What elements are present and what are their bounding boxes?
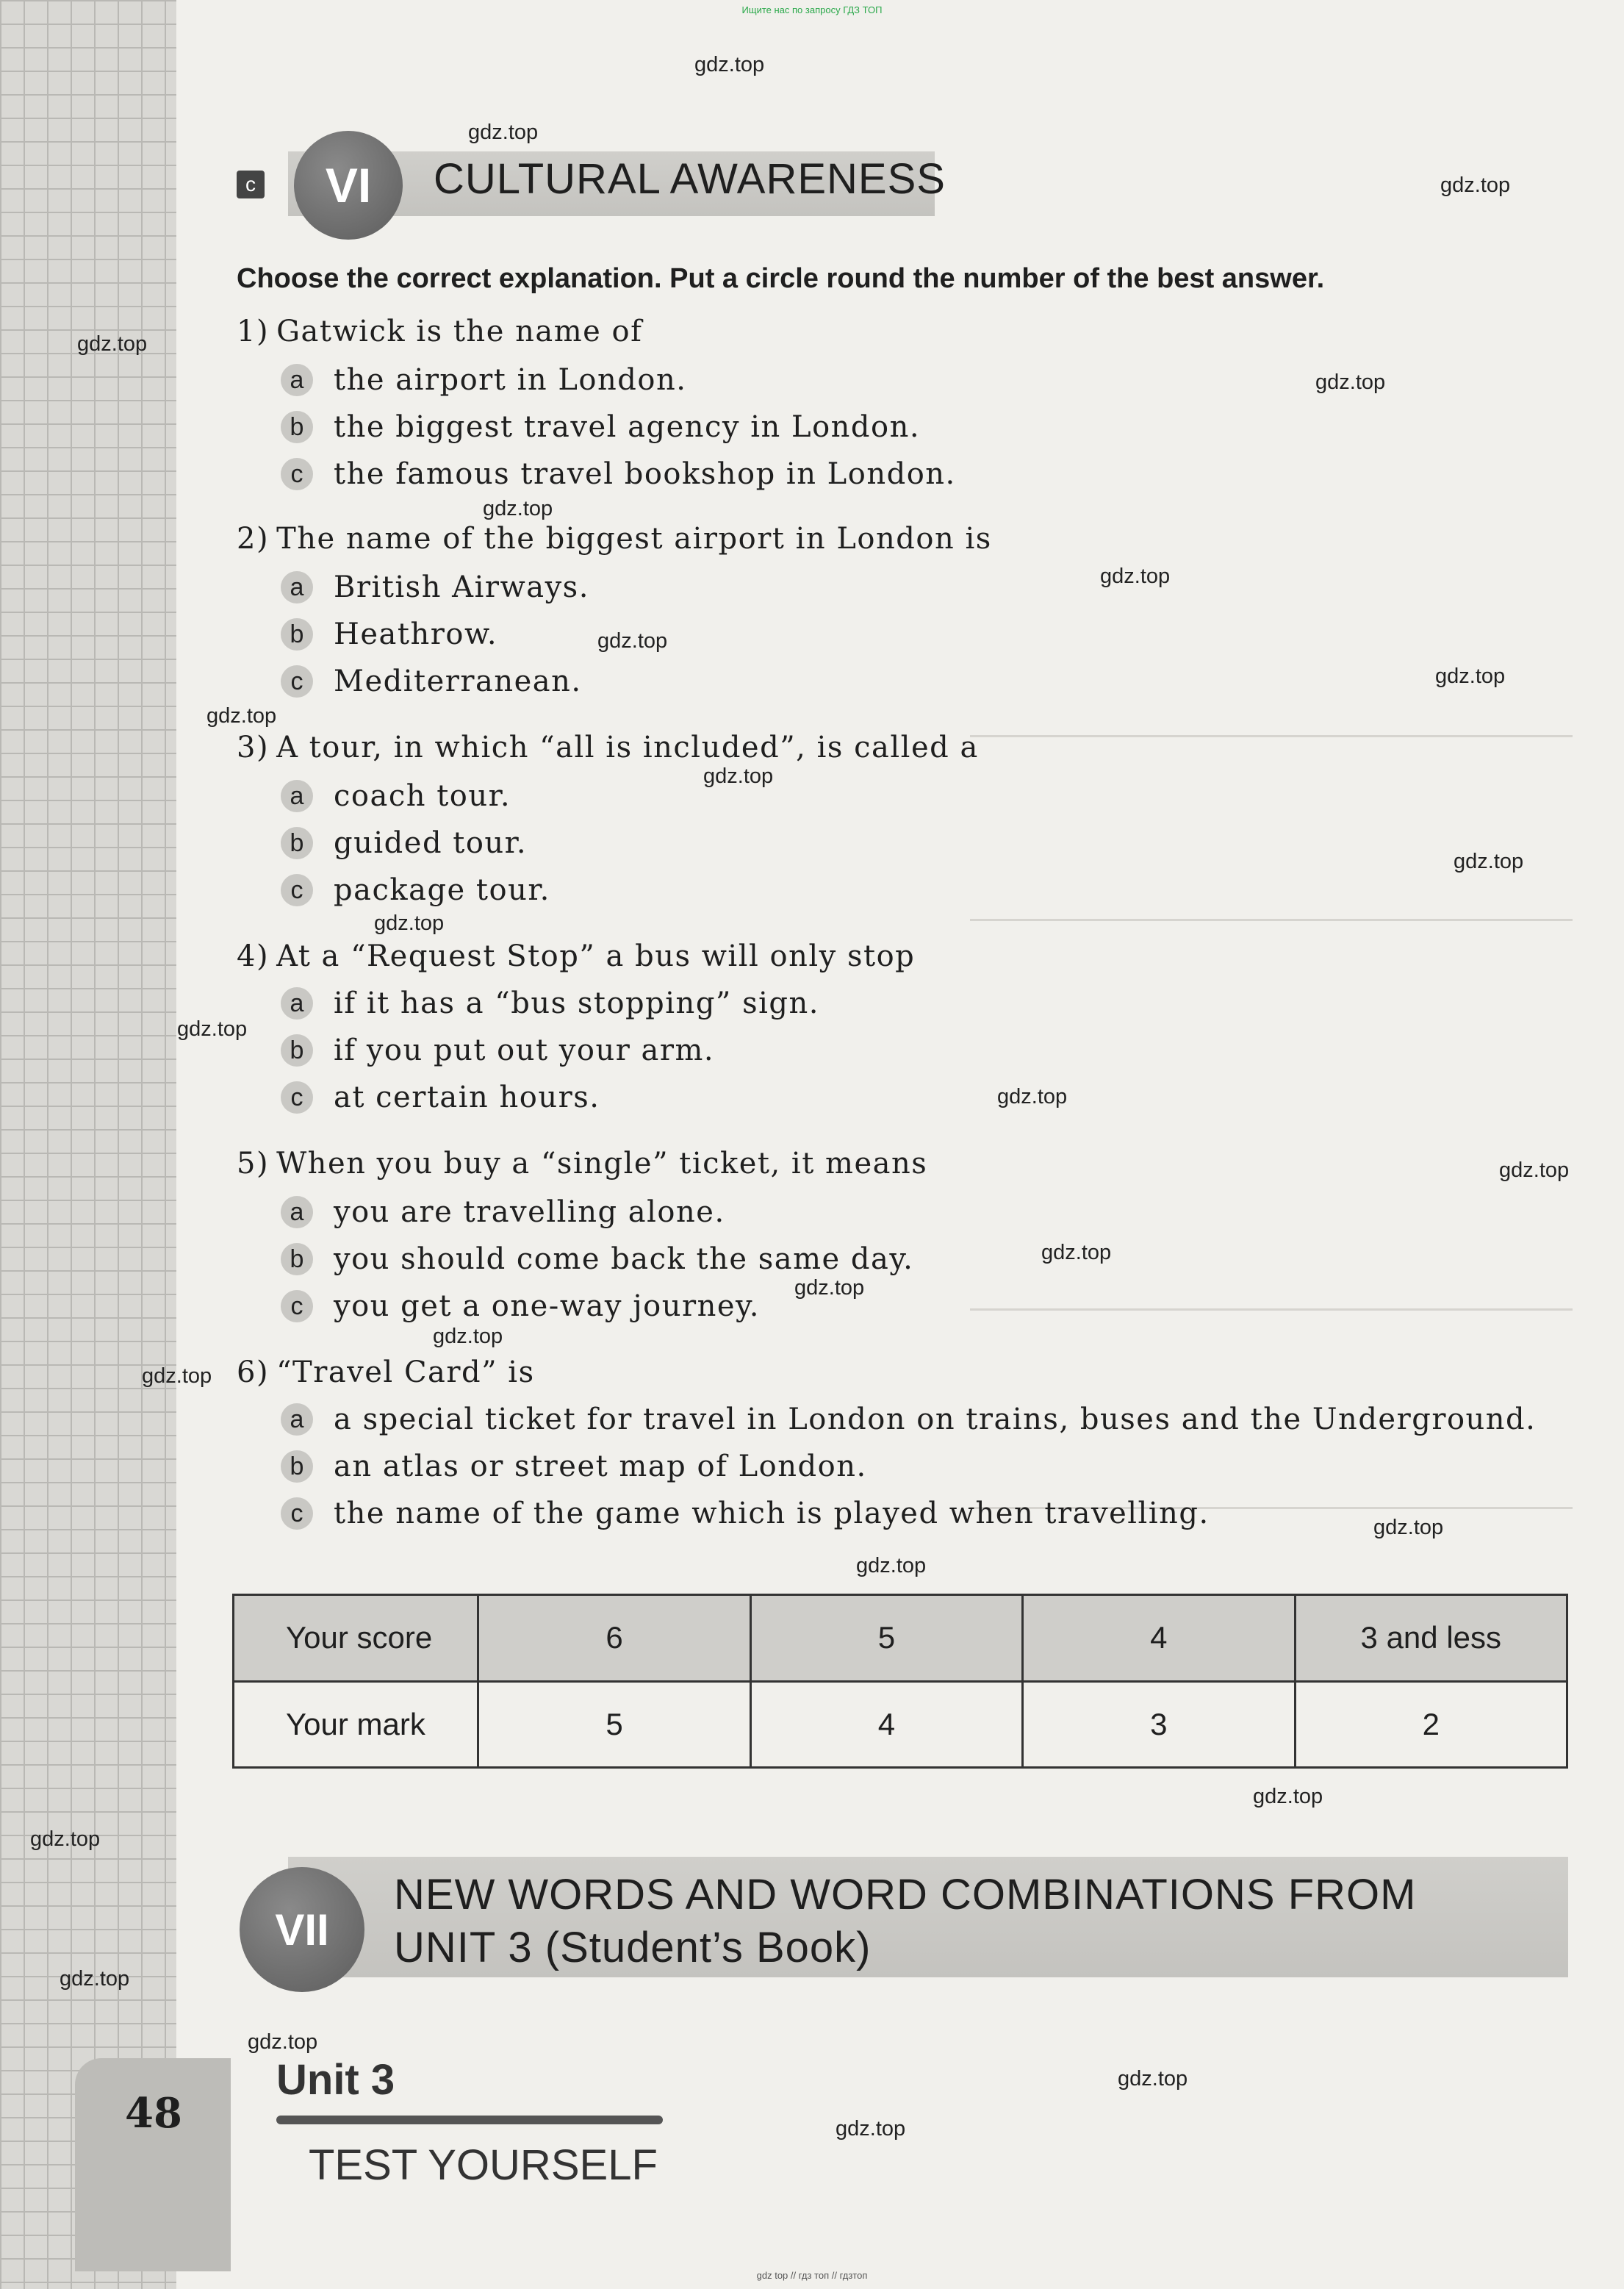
section-type-icon: c [237,171,265,198]
option-text: the name of the game which is played when travelling. [334,1497,1210,1530]
mark-cell: 5 [478,1681,750,1768]
watermark: gdz.top [1435,665,1506,688]
watermark: gdz.top [703,764,774,788]
answer-option[interactable] [281,1034,714,1067]
score-cell: 4 [1023,1595,1295,1682]
answer-option[interactable] [281,986,819,1020]
section-number-badge: VII [240,1867,364,1992]
answer-option[interactable] [281,1450,867,1483]
show-through-line [970,1308,1573,1311]
option-letter: a [281,1403,313,1436]
answer-option[interactable] [281,570,589,604]
answer-option[interactable] [281,826,527,860]
watermark: gdz.top [597,629,668,653]
section-title-line2: UNIT 3 (Student’s Book) [394,1924,872,1971]
watermark: gdz.top [1315,370,1386,394]
answer-option[interactable] [281,363,686,397]
unit-subtitle: TEST YOURSELF [309,2141,658,2189]
option-letter: a [281,780,313,812]
question-text: A tour, in which “all is included”, is called a [276,731,979,764]
answer-option[interactable] [281,410,920,444]
option-text: coach tour. [334,779,511,813]
option-text: British Airways. [334,570,589,604]
option-text: if you put out your arm. [334,1034,715,1067]
option-text: Heathrow. [334,617,498,651]
option-text: an atlas or street map of London. [334,1450,867,1483]
unit-divider [276,2116,663,2124]
answer-option[interactable] [281,1497,1210,1530]
score-row [234,1595,1567,1682]
option-letter: c [281,874,313,906]
question [237,731,979,764]
option-text: you get a one-way journey. [334,1289,761,1323]
mark-row [234,1681,1567,1768]
question-number: 6) [237,1355,270,1389]
question-number: 1) [237,315,270,348]
option-text: the airport in London. [334,363,687,397]
watermark: gdz.top [856,1554,927,1577]
option-text: if it has a “bus stopping” sign. [334,986,819,1020]
watermark: gdz.top [997,1085,1068,1108]
score-table [232,1594,1568,1769]
option-letter: c [281,665,313,698]
option-text: a special ticket for travel in London on trains, buses and the Underground. [334,1403,1537,1436]
option-letter: a [281,571,313,603]
option-text: the famous travel bookshop in London. [334,457,956,491]
option-letter: a [281,1196,313,1228]
question [237,315,642,348]
question [237,522,992,556]
answer-option[interactable] [281,617,497,651]
watermark: gdz.top [468,121,539,144]
question-number: 3) [237,731,270,764]
show-through-line [970,919,1573,921]
watermark: gdz.top [1100,565,1171,588]
question-number: 4) [237,939,270,973]
watermark: gdz.top [206,704,277,728]
option-letter: c [281,1290,313,1322]
mark-cell: 2 [1295,1681,1567,1768]
option-text: package tour. [334,873,550,907]
option-text: at certain hours. [334,1081,600,1114]
page-number: 48 [125,2089,182,2138]
question-number: 2) [237,522,270,556]
section-title: CULTURAL AWARENESS [434,155,946,203]
watermark: gdz.top [433,1325,503,1348]
question-number: 5) [237,1147,270,1181]
option-letter: b [281,1034,313,1067]
answer-option[interactable] [281,665,582,698]
answer-option[interactable] [281,1081,600,1114]
answer-option[interactable] [281,1242,913,1276]
score-label: Your score [234,1595,478,1682]
option-letter: a [281,364,313,396]
section-number-badge: VI [294,131,403,240]
watermark: gdz.top [142,1364,212,1388]
section-title-line1: NEW WORDS AND WORD COMBINATIONS FROM [394,1871,1417,1919]
score-cell: 5 [750,1595,1022,1682]
option-letter: c [281,458,313,490]
answer-option[interactable] [281,1403,1536,1436]
option-letter: c [281,1497,313,1530]
watermark: gdz.top [1041,1241,1112,1264]
watermark: gdz.top [836,2117,906,2141]
mark-cell: 4 [750,1681,1022,1768]
option-letter: a [281,987,313,1020]
watermark: gdz.top [30,1827,101,1851]
watermark: gdz.top [1440,173,1511,197]
question-text: At a “Request Stop” a bus will only stop [276,939,916,973]
option-text: you are travelling alone. [334,1195,725,1229]
watermark: gdz.top [1454,850,1524,873]
score-cell: 3 and less [1295,1595,1567,1682]
question-text: When you buy a “single” ticket, it means [276,1147,928,1181]
watermark: gdz.top [77,332,148,356]
answer-option[interactable] [281,1289,760,1323]
question [237,939,915,973]
bottom-note: gdz top // гдз топ // гдзтоп [756,2270,868,2281]
option-text: the biggest travel agency in London. [334,410,921,444]
option-letter: c [281,1081,313,1114]
answer-option[interactable] [281,457,956,491]
option-letter: b [281,827,313,859]
question-text: “Travel Card” is [276,1355,535,1389]
watermark: gdz.top [60,1967,130,1991]
answer-option[interactable] [281,873,550,907]
option-letter: b [281,1450,313,1483]
option-letter: b [281,618,313,651]
option-letter: b [281,1243,313,1275]
option-text: you should come back the same day. [334,1242,914,1276]
question-text: The name of the biggest airport in London is [276,522,992,556]
answer-option[interactable] [281,1195,725,1229]
watermark: gdz.top [1499,1158,1570,1182]
watermark: gdz.top [1253,1785,1323,1808]
question-text: Gatwick is the name of [276,315,643,348]
watermark: gdz.top [794,1276,865,1300]
watermark: gdz.top [1118,2067,1188,2091]
watermark: gdz.top [1373,1516,1444,1539]
instruction-text: Choose the correct explanation. Put a circle round the number of the best answer. [237,263,1325,294]
watermark: gdz.top [374,911,445,935]
unit-label: Unit 3 [276,2056,395,2104]
watermark: gdz.top [483,497,553,520]
top-note: Ищите нас по запросу ГДЗ ТОП [741,4,883,15]
option-text: guided tour. [334,826,528,860]
question [237,1355,535,1389]
answer-option[interactable] [281,779,511,813]
option-text: Mediterranean. [334,665,582,698]
watermark: gdz.top [694,53,765,76]
mark-label: Your mark [234,1681,478,1768]
watermark: gdz.top [248,2030,318,2054]
watermark: gdz.top [177,1017,248,1041]
option-letter: b [281,411,313,443]
score-cell: 6 [478,1595,750,1682]
question [237,1147,927,1181]
mark-cell: 3 [1023,1681,1295,1768]
show-through-line [970,735,1573,737]
